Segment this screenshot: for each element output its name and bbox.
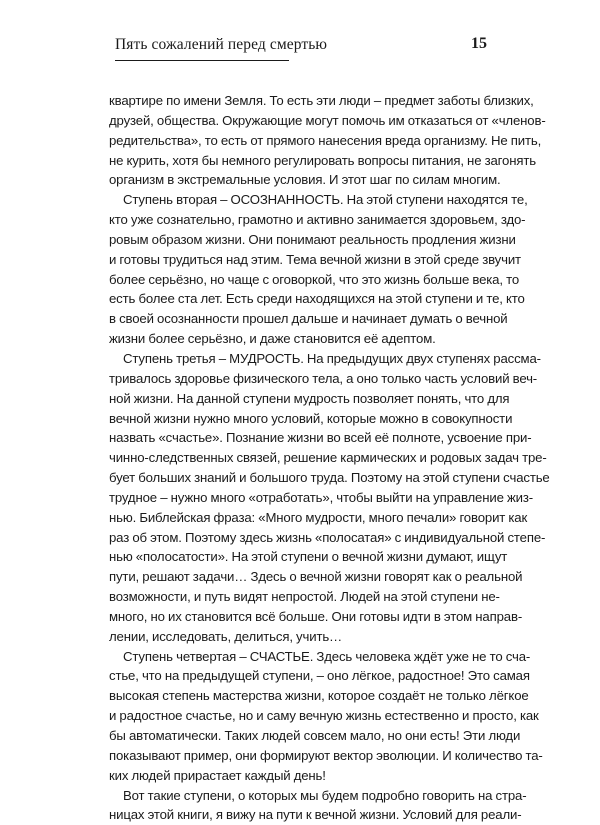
running-title: Пять сожалений перед смертью xyxy=(115,36,328,53)
text-line: и готовы трудиться над этим. Тема вечной жизни в этой среде звучит xyxy=(109,251,521,267)
text-line: Ступень вторая – ОСОЗНАННОСТЬ. На этой ступени находятся те, xyxy=(123,192,528,208)
text-line: стье, что на предыдущей ступени, – оно лёгкое, радостное! Это самая xyxy=(109,668,530,684)
text-line: ной жизни. На данной ступени мудрость позволяет понять, что для xyxy=(109,390,510,406)
text-line: жизни более серьёзно, и даже становится её адептом. xyxy=(109,331,436,347)
text-line: в своей осознанности прошел дальше и начинает думать о вечной xyxy=(109,311,508,327)
text-line: квартире по имени Земля. То есть эти люди – предмет заботы близких, xyxy=(109,93,534,108)
text-line: тривалось здоровье физического тела, а оно только часть условий веч- xyxy=(109,370,538,386)
text-line: более серьёзно, но чаще с оговоркой, что это жизнь больше века, то xyxy=(109,271,520,287)
text-line: лении, исследовать, делиться, учить… xyxy=(109,628,343,644)
text-line: организм в экстремальные условия. И этот шаг по силам многим. xyxy=(109,172,501,188)
text-line: Ступень третья – МУДРОСТЬ. На предыдущих двух ступенях рассма- xyxy=(123,350,541,366)
text-line: нью «полосатости». На этой ступени о вечной жизни думают, ищут xyxy=(109,549,508,565)
text-line: высокая степень мастерства жизни, которое создаёт не только лёгкое xyxy=(109,688,529,704)
running-header xyxy=(115,36,487,66)
text-line: бует больших знаний и большого труда. Поэтому на этой ступени счастье xyxy=(109,470,550,486)
text-line: бы автоматически. Таких людей совсем мало, но они есть! Эти люди xyxy=(109,728,521,743)
text-line: редительства», то есть от прямого нанесения вреда организму. Не пить, xyxy=(109,132,542,148)
text-line: друзей, общества. Окружающие могут помочь им отказаться от «членов- xyxy=(109,112,546,128)
text-line: вечной жизни нужно много условий, которые можно в совокупности xyxy=(109,410,513,426)
text-line: чинно-следственных связей, решение кармических и родовых задач тре- xyxy=(109,450,547,466)
text-line: показывают пример, они формируют вектор эволюции. И количество та- xyxy=(109,747,543,763)
text-line: пути, решают задачи… Здесь о вечной жизни говорят как о реальной xyxy=(109,569,523,585)
text-line: не курить, хотя бы немного регулировать вопросы питания, не загонять xyxy=(109,152,536,168)
text-line: Ступень четвертая – СЧАСТЬЕ. Здесь человека ждёт уже не то сча- xyxy=(123,648,531,664)
text-line: ких людей прирастает каждый день! xyxy=(109,767,326,783)
text-line: назвать «счастье». Познание жизни во всей её полноте, усвоение при- xyxy=(109,430,532,446)
body-text xyxy=(109,91,550,825)
text-line: возможности, и путь видят непростой. Людей на этой ступени не- xyxy=(109,589,500,605)
text-line: нью. Библейская фраза: «Много мудрости, много печали» говорит как xyxy=(109,509,528,525)
text-line: трудное – нужно много «отработать», чтобы выйти на управление жиз- xyxy=(109,489,534,505)
text-line: ницах этой книги, я вижу на пути к вечной жизни. Условий для реали- xyxy=(109,807,522,823)
text-line: и радостное счастье, но и саму вечную жизнь естественно и просто, как xyxy=(109,708,539,724)
text-line: есть более ста лет. Есть среди находящихся на этой ступени и те, кто xyxy=(109,291,525,307)
header-rule xyxy=(115,60,289,61)
text-line: Вот такие ступени, о которых мы будем подробно говорить на стра- xyxy=(123,787,527,803)
page-number: 15 xyxy=(471,35,487,52)
text-line: раз об этом. Поэтому здесь жизнь «полосатая» с индивидуальной степе- xyxy=(109,529,546,545)
text-line: кто уже сознательно, грамотно и активно занимается здоровьем, здо- xyxy=(109,212,526,228)
text-line: ровым образом жизни. Они понимают реальность продления жизни xyxy=(109,231,516,247)
text-line: много, но их становится всё больше. Они готовы идти в этом направ- xyxy=(109,608,523,624)
